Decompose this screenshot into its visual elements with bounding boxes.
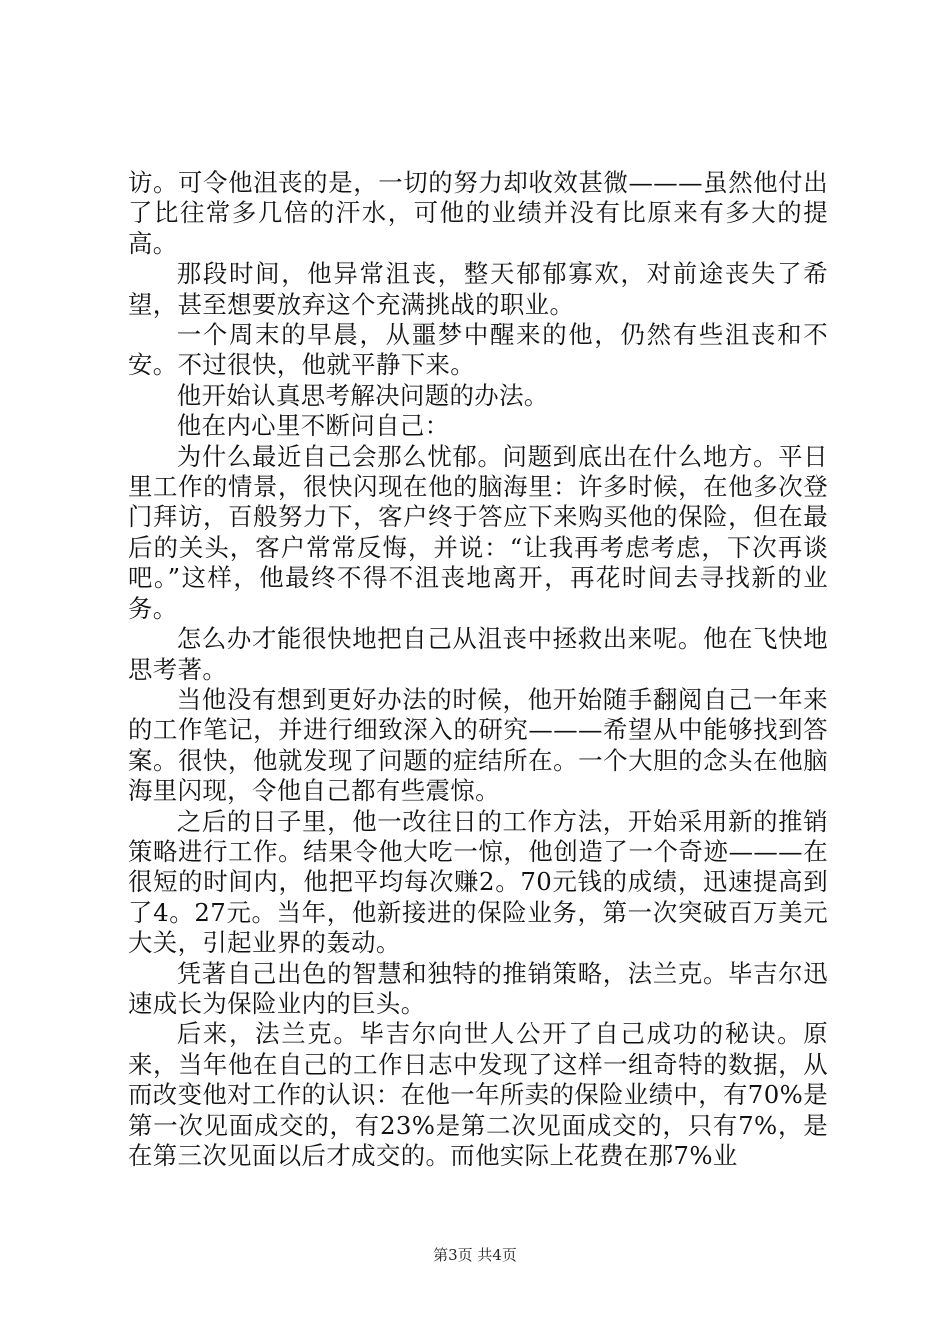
paragraph-8: 当他没有想到更好办法的时候，他开始随手翻阅自己一年来的工作笔记，并进行细致深入的研究———希望从中能够找到答案。很快，他就发现了问题的症结所在。一个大胆的念头在他脑海里闪现，令他自己都有些震惊。 bbox=[128, 684, 828, 806]
paragraph-9: 之后的日子里，他一改往日的工作方法，开始采用新的推销策略进行工作。结果令他大吃一惊，他创造了一个奇迹———在很短的时间内，他把平均每次赚2。70元钱的成绩，迅速提高到了4。27元。当年，他新接进的保险业务，第一次突破百万美元大关，引起业界的轰动。 bbox=[128, 806, 828, 958]
paragraph-2: 那段时间，他异常沮丧，整天郁郁寡欢，对前途丧失了希望，甚至想要放弃这个充满挑战的职业。 bbox=[128, 259, 828, 319]
paragraph-7: 怎么办才能很快地把自己从沮丧中拯救出来呢。他在飞快地思考著。 bbox=[128, 624, 828, 684]
paragraph-4: 他开始认真思考解决问题的办法。 bbox=[176, 380, 549, 410]
document-body bbox=[128, 168, 828, 1171]
paragraph-3: 一个周末的早晨，从噩梦中醒来的他，仍然有些沮丧和不安。不过很快，他就平静下来。 bbox=[128, 320, 828, 380]
paragraph-11: 后来，法兰克。毕吉尔向世人公开了自己成功的秘诀。原来，当年他在自己的工作日志中发现了这样一组奇特的数据，从而改变他对工作的认识：在他一年所卖的保险业绩中，有70%是第一次见面成交的，有23%是第二次见面成交的，只有7%，是在第三次见面以后才成交的。而他实际上花费在那7%业 bbox=[128, 1019, 828, 1170]
paragraph-6: 为什么最近自己会那么忧郁。问题到底出在什么地方。平日里工作的情景，很快闪现在他的脑海里：许多时候，在他多次登门拜访，百般努力下，客户终于答应下来购买他的保险，但在最后的关头，客户常常反悔，并说：“让我再考虑考虑，下次再谈吧。”这样，他最终不得不沮丧地离开，再花时间去寻找新的业务。 bbox=[128, 441, 828, 623]
paragraph-1: 访。可令他沮丧的是，一切的努力却收效甚微———虽然他付出了比往常多几倍的汗水，可他的业绩并没有比原来有多大的提高。 bbox=[128, 168, 828, 258]
page-number-footer: 第3页 共4页 bbox=[433, 1246, 517, 1264]
paragraph-10: 凭著自己出色的智慧和独特的推销策略，法兰克。毕吉尔迅速成长为保险业内的巨头。 bbox=[128, 958, 828, 1018]
paragraph-5: 他在内心里不断问自己： bbox=[176, 411, 450, 441]
